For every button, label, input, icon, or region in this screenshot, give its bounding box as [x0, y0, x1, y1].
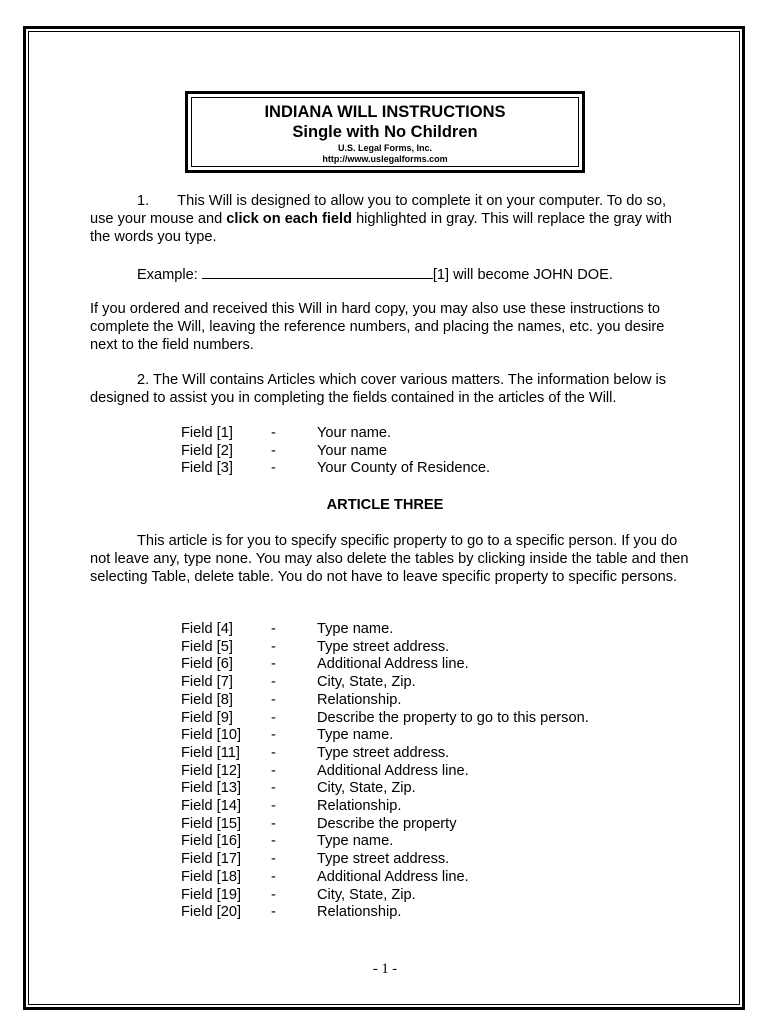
- field-row: [181, 710, 589, 728]
- field-row: [181, 674, 589, 692]
- paragraph-1-bold: click on each field: [226, 211, 353, 227]
- title-box: [191, 97, 579, 167]
- paragraph-1: [90, 192, 690, 246]
- field-dash: -: [271, 762, 276, 779]
- paragraph-1-number: 1.: [137, 193, 150, 209]
- field-label: Field [8]: [181, 691, 233, 708]
- field-label: Field [20]: [181, 904, 242, 921]
- field-description: City, State, Zip.: [317, 780, 416, 797]
- field-label: Field [6]: [181, 656, 233, 673]
- field-label: Field [5]: [181, 638, 233, 655]
- field-description: Type street address.: [317, 638, 450, 655]
- field-description: Your name.: [317, 425, 392, 441]
- field-label: Field [19]: [181, 886, 242, 903]
- field-row: [181, 798, 589, 816]
- field-list-2: [181, 621, 589, 922]
- field-dash: -: [271, 744, 276, 761]
- field-row: [181, 727, 589, 745]
- field-label: Field [7]: [181, 674, 233, 691]
- field-description: Your County of Residence.: [317, 460, 491, 477]
- field-description: Relationship.: [317, 798, 402, 815]
- field-label: Field [4]: [181, 621, 233, 637]
- field-dash: -: [271, 691, 276, 708]
- paragraph-hardcopy-text: If you ordered and received this Will in hard copy, you may also use these instructions to complete the Will, leaving the reference numbers, and placing the names, etc. you desire next to the field numbers.: [90, 301, 665, 353]
- field-dash: -: [271, 460, 276, 477]
- document-title: INDIANA WILL INSTRUCTIONS: [264, 103, 506, 121]
- paragraph-hardcopy: [90, 300, 690, 354]
- field-dash: -: [271, 886, 276, 903]
- article-paragraph-text: This article is for you to specify specific property to go to a specific person. If you do not leave any, type none. You may also delete the tables by clicking inside the table and then selecting Table, delete table. You do not have to leave specific property to specific persons.: [90, 533, 689, 585]
- publisher-name: U.S. Legal Forms, Inc.: [337, 143, 433, 153]
- field-row: [181, 425, 490, 443]
- field-dash: -: [271, 780, 276, 797]
- field-row: [181, 621, 589, 639]
- field-label: Field [9]: [181, 709, 233, 726]
- field-row: [181, 443, 490, 461]
- field-dash: -: [271, 904, 276, 921]
- field-row: [181, 656, 589, 674]
- field-description: Type street address.: [317, 744, 450, 761]
- field-description: Describe the property: [317, 815, 457, 832]
- field-row: [181, 745, 589, 763]
- field-label: Field [15]: [181, 815, 242, 832]
- field-row: [181, 887, 589, 905]
- field-row: [181, 869, 589, 887]
- field-description: Additional Address line.: [317, 868, 469, 885]
- field-dash: -: [271, 656, 276, 673]
- example-line: [137, 264, 737, 284]
- field-description: Type street address.: [317, 851, 450, 868]
- field-row: [181, 692, 589, 710]
- field-description: Type name.: [317, 621, 394, 637]
- field-label: Field [18]: [181, 868, 242, 885]
- field-label: Field [16]: [181, 833, 242, 850]
- field-row: [181, 780, 589, 798]
- field-dash: -: [271, 638, 276, 655]
- field-row: [181, 833, 589, 851]
- field-dash: -: [271, 727, 276, 744]
- field-description: Your name: [317, 442, 388, 459]
- example-blank: [202, 264, 433, 279]
- field-description: Type name.: [317, 833, 394, 850]
- field-row: [181, 460, 490, 478]
- field-row: [181, 763, 589, 781]
- paragraph-1-text-b: highlighted in gray. This will replace the gray with the words you type.: [90, 211, 672, 245]
- field-description: Relationship.: [317, 691, 402, 708]
- field-dash: -: [271, 674, 276, 691]
- field-dash: -: [271, 621, 276, 637]
- field-description: Relationship.: [317, 904, 402, 921]
- field-row: [181, 639, 589, 657]
- field-row: [181, 904, 589, 922]
- field-dash: -: [271, 798, 276, 815]
- field-dash: -: [271, 709, 276, 726]
- field-dash: -: [271, 815, 276, 832]
- article-heading: ARTICLE THREE: [326, 497, 444, 513]
- field-label: Field [14]: [181, 798, 242, 815]
- article-paragraph: [90, 532, 690, 586]
- document-subtitle: Single with No Children: [292, 123, 478, 141]
- field-list-1: [181, 425, 490, 478]
- field-dash: -: [271, 442, 276, 459]
- field-description: Describe the property to go to this person.: [317, 709, 589, 726]
- example-suffix: [1] will become JOHN DOE.: [432, 267, 613, 283]
- field-dash: -: [271, 425, 276, 441]
- field-dash: -: [271, 851, 276, 868]
- field-label: Field [12]: [181, 762, 242, 779]
- field-dash: -: [271, 833, 276, 850]
- paragraph-2: [90, 371, 690, 407]
- field-label: Field [2]: [181, 442, 233, 459]
- field-label: Field [1]: [181, 425, 233, 441]
- page-number: - 1 -: [372, 961, 398, 977]
- field-description: Additional Address line.: [317, 656, 469, 673]
- field-label: Field [13]: [181, 780, 242, 797]
- field-dash: -: [271, 868, 276, 885]
- field-label: Field [17]: [181, 851, 242, 868]
- example-label: Example:: [137, 267, 198, 283]
- field-description: Additional Address line.: [317, 762, 469, 779]
- field-label: Field [11]: [181, 744, 240, 761]
- field-description: Type name.: [317, 727, 394, 744]
- publisher-url[interactable]: http://www.uslegalforms.com: [322, 154, 448, 164]
- paragraph-1-text-a: This Will is designed to allow you to complete it on your computer. To do so, use your mouse and: [90, 193, 667, 227]
- field-row: [181, 851, 589, 869]
- field-row: [181, 816, 589, 834]
- field-label: Field [3]: [181, 460, 233, 477]
- field-description: City, State, Zip.: [317, 674, 416, 691]
- paragraph-2-text: 2. The Will contains Articles which cover various matters. The information below is designed to assist you in completing the fields contained in the articles of the Will.: [90, 372, 667, 406]
- field-label: Field [10]: [181, 727, 242, 744]
- field-description: City, State, Zip.: [317, 886, 416, 903]
